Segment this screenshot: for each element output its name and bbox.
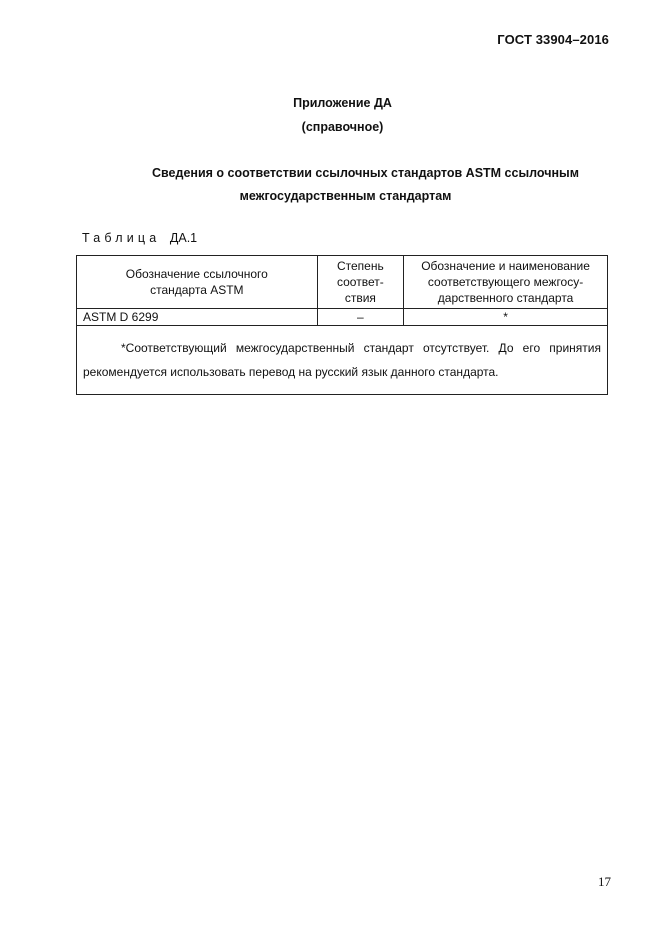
reference-standards-table xyxy=(76,255,608,395)
appendix-title: Приложение ДА xyxy=(293,96,392,110)
column-header-interstate-text: Обозначение и наименование соответствующего межгосу-дарственного стандарта xyxy=(421,259,590,305)
column-header-degree-text: Степень соответ-ствия xyxy=(336,259,384,305)
table-caption-word: Таблица xyxy=(82,231,161,245)
column-header-interstate xyxy=(404,256,608,309)
page-number: 17 xyxy=(598,874,611,889)
table-caption xyxy=(82,231,197,245)
cell-degree: – xyxy=(317,309,404,326)
table-caption-id: ДА.1 xyxy=(169,231,198,245)
column-header-degree xyxy=(317,256,404,309)
table-footnote-cell xyxy=(77,326,608,395)
table-row xyxy=(77,309,608,326)
section-heading-line-1: Сведения о соответствии ссылочных стандартов ASTM ссылочным xyxy=(152,166,579,180)
cell-interstate-standard: * xyxy=(404,309,608,326)
table-header-row xyxy=(77,256,608,309)
appendix-note: (справочное) xyxy=(301,120,384,134)
table-footnote: *Соответствующий межгосударственный стандарт отсутствует. До его принятия рекомендуется использовать перевод на русский язык данного стандарта. xyxy=(83,341,601,379)
column-header-astm-text: Обозначение ссылочного стандарта ASTM xyxy=(125,267,268,297)
column-header-astm xyxy=(77,256,318,309)
document-code: ГОСТ 33904–2016 xyxy=(497,32,609,47)
cell-astm-designation: ASTM D 6299 xyxy=(77,309,318,326)
section-heading-line-2: межгосударственным стандартам xyxy=(239,189,452,203)
table-footnote-row xyxy=(77,326,608,395)
